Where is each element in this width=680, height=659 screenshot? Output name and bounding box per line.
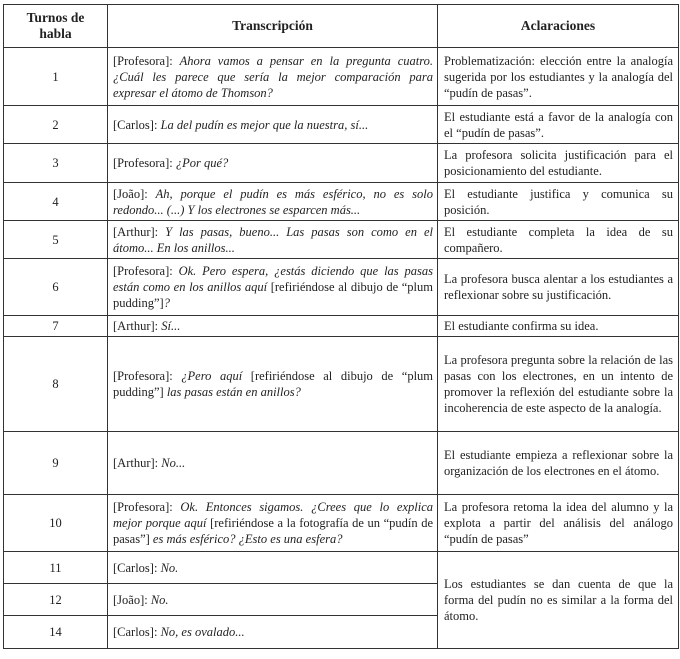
- utterance: ¿Pero aquí: [181, 369, 243, 383]
- speaker-label: [Profesora]:: [113, 500, 173, 514]
- speaker-label: [João]:: [113, 592, 148, 607]
- table-row: [4, 316, 679, 337]
- transcription-cell: [108, 48, 438, 106]
- clarification-cell: El estudiante confirma su idea.: [438, 316, 679, 337]
- speaker-label: [Carlos]:: [113, 560, 158, 575]
- turn-number: 5: [4, 221, 108, 259]
- utterance: No.: [150, 592, 169, 607]
- clarification-cell: El estudiante empieza a reflexionar sobre la organización de los electrones en el átomo.: [438, 432, 679, 495]
- turn-number: 3: [4, 144, 108, 183]
- table-row: [4, 259, 679, 316]
- speaker-label: [Arthur]:: [113, 224, 159, 239]
- transcription-cell: [108, 316, 438, 337]
- clarification-cell: La profesora solicita justificación para el posicionamiento del estudiante.: [438, 144, 679, 183]
- transcription-cell: [108, 183, 438, 221]
- transcription-cell: [108, 259, 438, 316]
- utterance: Ah, porque el pudín es más esférico, no es solo redondo... (...) Y los electrones se esparcen más...: [113, 186, 434, 217]
- transcription-cell: [108, 144, 438, 183]
- utterance-end: ?: [163, 296, 170, 310]
- utterance: Ok. Entonces sigamos. ¿Crees que lo explica mejor porque aquí: [113, 500, 434, 530]
- speaker-label: [Profesora]:: [113, 156, 173, 170]
- header-turnos: Turnos de habla: [4, 5, 108, 48]
- transcript-table: [3, 4, 679, 649]
- speaker-label: [Carlos]:: [113, 625, 158, 639]
- table-row: [4, 144, 679, 183]
- transcription-cell: [108, 552, 438, 584]
- speaker-label: [Profesora]:: [113, 369, 173, 383]
- header-transcripcion: Transcripción: [108, 5, 438, 48]
- table-row: [4, 495, 679, 552]
- clarification-cell: Problematización: elección entre la analogía sugerida por los estudiantes y la analogía del “pudín de pasas”.: [438, 48, 679, 106]
- turn-number: 8: [4, 337, 108, 432]
- speaker-label: [Arthur]:: [113, 319, 159, 333]
- utterance: Y las pasas, bueno... Las pasas son como en el átomo... En los anillos...: [113, 224, 433, 255]
- transcription-cell: [108, 616, 438, 649]
- transcription-cell: [108, 106, 438, 144]
- turn-number: 2: [4, 106, 108, 144]
- clarification-cell: El estudiante completa la idea de su compañero.: [438, 221, 679, 259]
- utterance: Sí...: [161, 319, 181, 333]
- table-row: [4, 552, 679, 584]
- header-aclaraciones: Aclaraciones: [438, 5, 679, 48]
- clarification-cell: La profesora busca alentar a los estudiantes a reflexionar sobre su justificación.: [438, 259, 679, 316]
- table-row: [4, 432, 679, 495]
- stage-direction: [refiriéndose a la fotografía de un “pudín de pasas”]: [113, 516, 433, 546]
- transcription-cell: [108, 432, 438, 495]
- table-row: [4, 183, 679, 221]
- stage-direction: [refiriéndose al dibujo de “plum pudding”]: [113, 369, 434, 399]
- table-row: [4, 337, 679, 432]
- speaker-label: [João]:: [113, 186, 148, 201]
- transcription-cell: [108, 221, 438, 259]
- turn-number: 14: [4, 616, 108, 649]
- turn-number: 9: [4, 432, 108, 495]
- turn-number: 12: [4, 584, 108, 616]
- utterance: ¿Por qué?: [175, 156, 229, 170]
- utterance: No...: [161, 456, 186, 470]
- utterance: No, es ovalado...: [160, 625, 245, 639]
- clarification-cell: El estudiante justifica y comunica su posición.: [438, 183, 679, 221]
- clarification-cell: La profesora retoma la idea del alumno y la explota a partir del análisis del análogo “pudín de pasas”: [438, 495, 679, 552]
- table-row: [4, 221, 679, 259]
- table-row: [4, 48, 679, 106]
- speaker-label: [Carlos]:: [113, 117, 158, 132]
- clarification-cell: La profesora pregunta sobre la relación de las pasas con los electrones, en un intento de promover la reflexión del estudiante sobre la incoherencia de este aspecto de la analogía.: [438, 337, 679, 432]
- utterance-end: es más esférico? ¿Esto es una esfera?: [152, 532, 343, 546]
- speaker-label: [Profesora]:: [113, 264, 173, 278]
- utterance: No.: [160, 560, 179, 575]
- speaker-label: [Profesora]:: [113, 53, 173, 68]
- turn-number: 1: [4, 48, 108, 106]
- turn-number: 4: [4, 183, 108, 221]
- clarification-cell: El estudiante está a favor de la analogía con el “pudín de pasas”.: [438, 106, 679, 144]
- turn-number: 11: [4, 552, 108, 584]
- speaker-label: [Arthur]:: [113, 456, 159, 470]
- transcript-table-container: [3, 4, 678, 649]
- stage-direction: [refiriéndose al dibujo de “plum pudding”]: [113, 280, 434, 310]
- turn-number: 10: [4, 495, 108, 552]
- utterance-end: las pasas están en anillos?: [166, 385, 301, 399]
- transcription-cell: [108, 584, 438, 616]
- turn-number: 7: [4, 316, 108, 337]
- utterance: Ok. Pero espera, ¿estás diciendo que las pasas están como en los anillos aquí: [113, 264, 433, 294]
- header-row: [4, 5, 679, 48]
- utterance: Ahora vamos a pensar en la pregunta cuatro. ¿Cuál les parece que sería la mejor comparación para expresar el átomo de Thomson?: [113, 53, 433, 100]
- merged-clarification-cell: Los estudiantes se dan cuenta de que la forma del pudín no es similar a la forma del átomo.: [438, 552, 679, 649]
- table-row: [4, 106, 679, 144]
- turn-number: 6: [4, 259, 108, 316]
- transcription-cell: [108, 495, 438, 552]
- transcription-cell: [108, 337, 438, 432]
- utterance: La del pudín es mejor que la nuestra, sí...: [160, 117, 369, 132]
